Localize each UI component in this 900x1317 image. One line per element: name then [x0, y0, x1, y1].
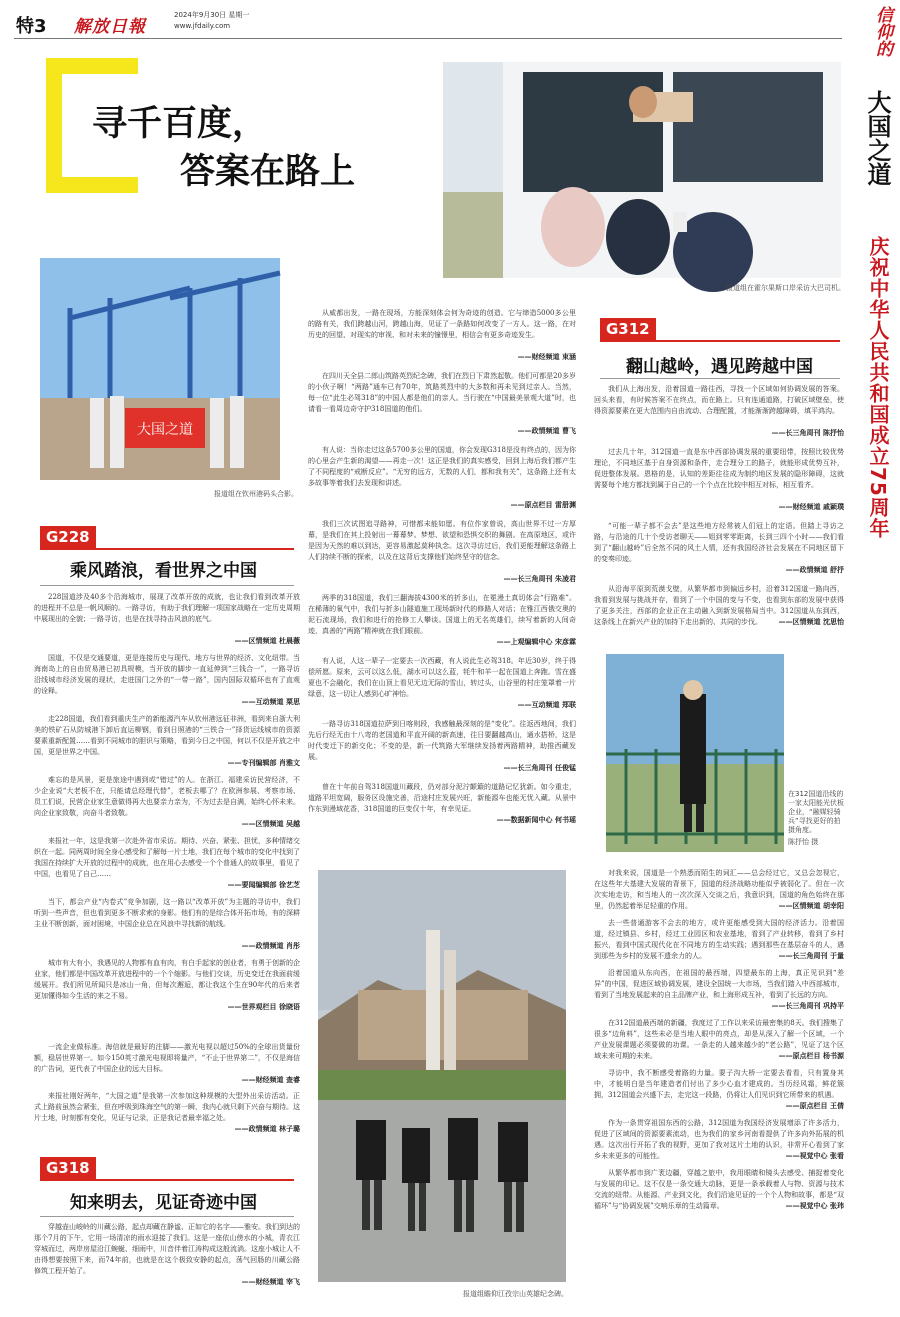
g312-byline-10: ——视觉中心 张看: [785, 1152, 844, 1160]
g312-para-1: 我们从上海出发，沿着国道一路往西，寻找一个区域如何协调发展的答案。回头来看，有时候答案不在终点，而在路上。只有连通道路，打破区域壁垒，使得资源要素在更大范围内自由流动、合理配置，才能渐渐跨越障碍，填平鸿沟。: [594, 385, 844, 415]
photo-memorial-caption: 报道组瞻仰江孜宗山英雄纪念碑。: [463, 1290, 568, 1298]
g318-para-7: 有人说，人这一辈子一定要去一次西藏，有人说此生必驾318。年近30岁，终于得偿所愿。原来，云可以这么低，湖水可以这么蓝，牦牛和羊一起在国道上奔跑。雪在盛夏也不会融化，我们在山顶上看见无边无际的雪山，转过头，山谷里的村庄笼罩着一片绿意，这一切让人感到心旷神怡。: [308, 657, 576, 698]
lead-bracket: [46, 58, 76, 193]
g312-byline-8: ——原点栏目 杨书源: [778, 1052, 844, 1060]
g312-byline-4: ——区情频道 沈思怡: [778, 618, 844, 626]
g318-title: 知来明去，见证奇迹中国: [70, 1193, 257, 1213]
g312-column-upper: [594, 384, 844, 640]
g228-byline-2: ——互动频道 栗思: [241, 698, 300, 706]
g228-title-rule: [40, 585, 294, 586]
g318-para-9: 曾在十年前自驾318国道川藏段，仍对部分泥泞颠簸的道路记忆犹新。如今重走，道路平坦宽阔，服务区设施完善，沿途村庄发展兴旺，新能源车也能无忧入藏。从景中作东到漫域花香，318国道的巨变仅十年，有幸见证。: [308, 783, 576, 813]
g228-byline-9: ——政情频道 林子璐: [234, 1125, 300, 1133]
photo-memorial-illustration: [318, 870, 566, 1282]
series-script-logo: 信仰的: [872, 6, 892, 57]
g228-byline-3: ——专刊编辑部 肖雅文: [227, 759, 300, 767]
g318-redline: [40, 1179, 294, 1181]
g318-byline-2: ——财经频道 束涵: [517, 353, 576, 361]
g312-title-rule: [600, 378, 840, 379]
g312-redline: [600, 340, 840, 342]
g312-title: 翻山越岭，遇见跨越中国: [626, 357, 813, 377]
g228-para-7: 城市有大有小，我遇见的人物都有血有肉，有白手起家的创业者，有勇于创新的企业家，他们都是中国改革开放进程中的一个个缩影。与他们交谈，历史变迁在我面前缓缓展开。我们所见所闻只是冰山一角，但每次邂逅，都让我这个生在90年代的后来者更加懂得如今生活的来之不易。: [34, 959, 300, 1000]
g312-byline-5: ——区情频道 胡幸阳: [778, 902, 844, 910]
side-strip: [846, 0, 900, 1317]
photo-solar-fence-illustration: [606, 654, 784, 852]
vertical-slogan: 庆祝中华人民共和国成立75周年: [866, 236, 890, 539]
g318-para-1: 穿越壶山峻岭的川藏公路，起点却藏在静谧、正如它的名字——雅安。我们到达的那个7月的下午，它用一场清凉的雨水迎接了我们。这是一座依山傍水的小城，青衣江穿城而过，两岸房屋沿江蜿蜒、细雨中，川音伴着江涛构成这般流淌。这座小城让人不由得想要按照下来，而74年前，也就是在这个极致安静的起点，荡气回肠的川藏公路修筑工程开始了。: [34, 1223, 300, 1275]
g312-byline-6: ——长三角周刊 于量: [778, 952, 844, 960]
lead-bracket-bottom-cap: [46, 177, 138, 193]
g228-para-4: 难忘的是风景，更是旅途中遇到或“错过”的人。在浙江、福建采访民营经济，不少企业说“大老板不在，只能请总经理代替”，老板去哪了？在欧洲参展、考察市场、员工们说，民营企业家生意做得再大也要亲力亲为，不为过去是自满，始终心怀未来。向企业家致敬，向奋斗者致敬。: [34, 776, 300, 817]
g312-para-4: 从沿海平原到荒漠戈壁，从繁华都市到偏远乡村，沿着312国道一路向西，我看到发展与挑战并存，看到了一个中国的变与不变，也看到东部的发展中获得了更多关注，西部的企业正在主动融入到新发展格局当中。312国道从东到西，这条线上在新兴产业的加持下走出新的、共同的步伐。: [594, 585, 844, 626]
g312-byline-11: ——视觉中心 张玮: [785, 1202, 844, 1210]
g318-para-3: 在四川天全县二郎山筑路英烈纪念碑，我们在烈日下肃然起敬。他们可都是20多岁的小伙子啊！“两路”通车已有70年，筑路英烈中的大多数和再未见到过亲人。当然，每一位“此生必驾318”的中国人都是他们的亲人。当行驶在“中国最美景观大道”时，也请看一看周边奇守护318国道的他们。: [308, 372, 576, 413]
g318-byline-4: ——原点栏目 雷册渊: [510, 501, 576, 509]
g228-para-6: 当下，都会产业“内卷式”竞争加剧，这一路以“改革开放”为主题的寻访中，我们听到一些声音，但也看到更多不断求索的身影。他们有的是综合体开拓市场，有的深耕主业不断创新，面对困境，中国企业总在风浪中寻找新的航线。: [34, 898, 300, 928]
g228-byline-1: ——区情频道 杜晨薇: [234, 637, 300, 645]
g318-byline-6: ——上观编辑中心 宋彦霖: [496, 638, 576, 646]
g228-para-8: 一流企业做标准。海信就是最好的注脚——激光电视以超过50%的全球出货量份额，稳居世界第一。如今150英寸激光电视即将量产，“不止于世界第二”，不仅是海信的广告词，更代表了中国企业的远大目标。: [34, 1043, 300, 1073]
g318-badge: G318: [40, 1157, 96, 1179]
g312-byline-2: ——财经频道 戚颖璞: [778, 503, 844, 511]
g318-para-6: 两季的318国道，我们三翻海拔4300米的折多山，在冕漫土真切体会“行路难”。在稀薄的氧气中，我们与折多山隧道施工现场新时代的修路人对话；在雅江西俄交奥的泥石流现场，我们和进行的抢修工人攀谈。国道上的无名英雄们，续写着新的人间奇迹，真善的“两路”精神就在我们眼前。: [308, 594, 576, 635]
g312-byline-9: ——原点栏目 王倩: [785, 1102, 844, 1110]
g228-para-9: 来报社刚好两年，“大国之道”是我第一次参加这种规模的大型外出采访活动。正式上路前虽然会紧张，但在呼吸到珠海空气的第一瞬，我内心就只剩下兴奋与期待。这片土地，时刻都有变化，见证与记录，正是我记者最幸福之处。: [34, 1092, 300, 1122]
website-url: www.jfdaily.com: [174, 22, 231, 30]
g312-para-7: 沿着国道从东向西，在祖国的最西端，四望最东的上海，真正见识到“差异”的中国，促进区域协调发展，建设全国统一大市场，当我们踏入中西部城市，看到了当地发展起来的自主品牌产业，和上海形成互补，看到了长远的方向。: [594, 969, 844, 999]
g312-para-6: 去一些普通游客不会去的地方，或许更能感受到大国的经济活力。沿着国道，经过镇县、乡村，经过工业园区和农业基地，看到了产业转移，看到了乡村振兴，看到中国式现代化在不同地方的生动实践；遇到那些在基层奋斗的人，遇到那些为乡村的发展不遗余力的人。: [594, 919, 844, 960]
g318-para-4: 有人说：当你走过这条5700多公里的国道，你会发现G318是没有终点的，因为你的心里会产生新的渴望——再走一次！这正是我们的真实感受，回到上海后我们都产生了不同程度的“戒断反应”。“无穷的远方，无数的人们，都和我有关”，这条路上还有太多故事等着我们去发现和讲述。: [308, 446, 576, 487]
g312-para-3: “可能一辈子都不会去”是这些地方经常被人们冠上的定语。但踏上寻访之路，与沿途的几十个受访者聊天——姐到零零距离，长到三四个小时——我们看到了“翻山越岭”后全然不同的风土人情，还有我国经济社会发展在不同地区留下的变奏印迹。: [594, 522, 844, 563]
g228-title: 乘风踏浪，看世界之中国: [70, 561, 257, 581]
g228-byline-7: ——世界观栏目 徐晓语: [227, 1003, 300, 1011]
g318-byline-5: ——长三角周刊 朱凌君: [503, 575, 576, 583]
g318-para-8: 一路寻访318国道拉萨到日喀则段，我感触最深刻的是“变化”。往返西地间，我们先后行经无由十八弯的老国道和平直开阔的新高速，往日要翻越高山，通水搭桥，这是时代变迁下的新交化；不变的是，新一代筑路大军继续发扬着两路精神，助推西藏发展。: [308, 720, 576, 761]
photo-port-group: [40, 258, 280, 480]
photo-bus-interview-illustration: [443, 62, 841, 278]
lead-bracket-top-cap: [46, 58, 138, 74]
g318-byline-1: ——财经频道 宰飞: [241, 1278, 300, 1286]
g318-title-rule: [40, 1216, 294, 1217]
g312-para-9: 寻访中，我不断感受着路的力量。要子沟大桥一定要去看看，只有置身其中，才能明白是当年建造者们付出了多少心血才建成的。当历经风霜，鲜花簇拥，312国道会兴盛下去，走完这一段路，仍将让人们见识到它所带来的机遇。: [594, 1069, 844, 1099]
g312-column-lower: [594, 868, 844, 1314]
photo-bus-interview-caption: 报道组在霍尔果斯口岸采访大巴司机。: [726, 284, 845, 292]
photo-solar-fence-caption: [788, 790, 844, 847]
g312-para-5: 对我来说，国道是一个熟悉而陌生的词汇——总会经过它，又总会忽视它，在这些年大基建大发展的背景下，国道的经济战略功能似乎被弱化了。但在一次次实地走访，和当地人的一次次深入交谈之后，我意识到，国道的角色始终在那里，仍然起着举足轻重的作用。: [594, 869, 844, 910]
page-header: [0, 0, 840, 40]
g228-para-1: 228国道涉及40多个沿海城市，展现了改革开放的成就，也让我们看到改革开放的进程并不总是一帆风顺的。一路寻访，有助于我们理解一项国家战略在一定历史周期中展现出的全貌；一路寻访，也是在找寻持击风浪的底气。: [34, 593, 300, 623]
g228-para-2: 国道，不仅是交通要道，更是连接历史与现代、地方与世界的经济、文化纽带。当海南岛上的自由贸易港已初具规模，当开放的脚步一直延伸到“三钱合一”，一路寻访沿线城市经济发展的现状，走进国门之外的“一带一路”，国内国际双循环也有了直观的诠释。: [34, 654, 300, 695]
photo-port-group-caption: 报道组在钦州港码头合影。: [214, 490, 298, 498]
g312-para-8: 在312国道最西端的新疆，我度过了工作以来采访最密集的8天。我们搜集了很多“边角料”，这些未必是当地人眼中的亮点，却是从深入了解一个区域，一个产业发展课题必须要做的功课。一条走的人越来越少的“老公路”，见证了这个区域未来可期的未来。: [594, 1019, 844, 1060]
group-banner-text: 大国之道: [137, 422, 193, 438]
g228-redline: [40, 548, 294, 550]
g318-para-5: 我们三次试图追寻路神，可惜都未能如愿。有位作家曾说，高山世界不过一方厚幕，是我们在其上投射出一幕幕梦。梦想、欲望和恐惧交织的舞剧。在高原地区，或许是因为天然的难以到达，更容易激起莫种执念。这次寻访过后，我们更能理解这条路上人们持续不断的探索，以及在这背后支撑他们始终坚守的信念。: [308, 520, 576, 561]
g228-para-5: 来报社一年，这是我第一次赴外省市采访。期待、兴奋、紧张、担忧，多种情绪交织在一起。同两周时间全身心感受和了解每一片土地，我们在每个城市的变化中找到了我国在持续扩大开放的过程中的成就，也在用心去感受一个个普通人的故事里，看见了中国，也看见了自己……: [34, 837, 300, 878]
masthead-logo: 解放日報: [74, 17, 146, 37]
g318-column-middle: [308, 308, 576, 858]
g318-byline-7: ——互动频道 郑联: [517, 701, 576, 709]
photo-bus-interview: [443, 62, 841, 278]
g318-byline-3: ——政情频道 曹飞: [517, 427, 576, 435]
photo-port-group-illustration: [40, 258, 280, 480]
g312-para-11: 从繁华都市到广袤边疆，穿越之旅中，我用眼睛和镜头去感受、捕捉着变化与发展的印记。这不仅是一条交通大动脉，更是一条承载着人与物、资源与技术交流的纽带。从能源、产业到文化，我们沿途见证的一个个人物和故事，都是“双循环”与“协调发展”交响乐章的生动篇章。: [594, 1169, 844, 1210]
g318-para-2: 从威都出发，一路在现场，方能深刻体会何为奇迹的创造。它与缔造5000多公里的路有关，我们跨越山河，跨越山海，见证了一条路如何改变了一方人。这一路，在对历史的回望、对现实的审视、和对未来的憧憬里，相信会有更多奇迹发生。: [308, 309, 576, 339]
lead-headline-line1: 寻千百度，: [92, 103, 268, 144]
g228-column: [34, 592, 300, 1042]
series-title: 大国之道: [863, 90, 892, 186]
issue-date: 2024年9月30日 星期一: [174, 11, 250, 19]
solar-caption-text: 在312国道沿线的一家太阳能光伏板企业，“融媒轻骑兵”寻找更好的拍摄角度。: [788, 790, 844, 834]
g318-byline-8: ——长三角周刊 任俊锰: [503, 764, 576, 772]
header-rule: [14, 38, 842, 39]
solar-caption-credit: 陈抒怡 摄: [788, 838, 819, 846]
g228-para-3: 走228国道，我们看到重庆生产的新能源汽车从钦州港远征非洲，看到来自浙大利美的铁矿石从防城港下卸后直运柳钢，看到日照港的“三铁合一”择货运线城市的资源要素重新配置……看到不同城市的胆识与策略，看到今日之中国，何以不仅是开放之中国，更是世界之中国。: [34, 715, 300, 756]
g318-column-left: [34, 1222, 300, 1312]
photo-solar-fence: [606, 654, 784, 852]
g228-badge: G228: [40, 526, 96, 548]
g228-byline-6: ——政情频道 肖彤: [241, 942, 300, 950]
g318-byline-9: ——数据新闻中心 何书瑶: [496, 816, 576, 824]
lead-headline-line2: 答案在路上: [180, 151, 356, 192]
g312-para-10: 作为一条贯穿祖国东西的公路，312国道为我国经济发展增添了许多活力，促进了区域间的资源要素流动，也为我们的家乡河南看提供了许多向外拓展的机遇。这次出行开拓了我的视野，更加了我对这片土地的认识，非常开心看到了家乡未来更多的可能性。: [594, 1119, 844, 1160]
g312-byline-1: ——长三角周刊 陈抒怡: [771, 429, 844, 437]
g312-byline-7: ——长三角周刊 巩持平: [771, 1002, 844, 1010]
page-number: 特3: [16, 16, 47, 37]
g228-byline-8: ——财经频道 查睿: [241, 1076, 300, 1084]
g312-byline-3: ——政情频道 舒抒: [785, 566, 844, 574]
g312-badge: G312: [600, 318, 656, 340]
g228-byline-4: ——区情频道 吴越: [241, 820, 300, 828]
photo-memorial: [318, 870, 566, 1282]
g312-para-2: 过去几十年，312国道一直是东中西部协调发展的重要纽带，按照比较优势理论，不同地区基于自身资源和条件，走合理分工的路子，就能形成优势互补，促进整体发展。恩格的是，认知的差距往往成为制约地区发展的隐形障碍，这就需要每个地方都找到属于自己的一个个点在比较中相互对标，相互看齐。: [594, 448, 844, 489]
g228-column-lower: [34, 1042, 300, 1142]
g228-byline-5: ——要闻编辑部 徐艺芝: [227, 881, 300, 889]
